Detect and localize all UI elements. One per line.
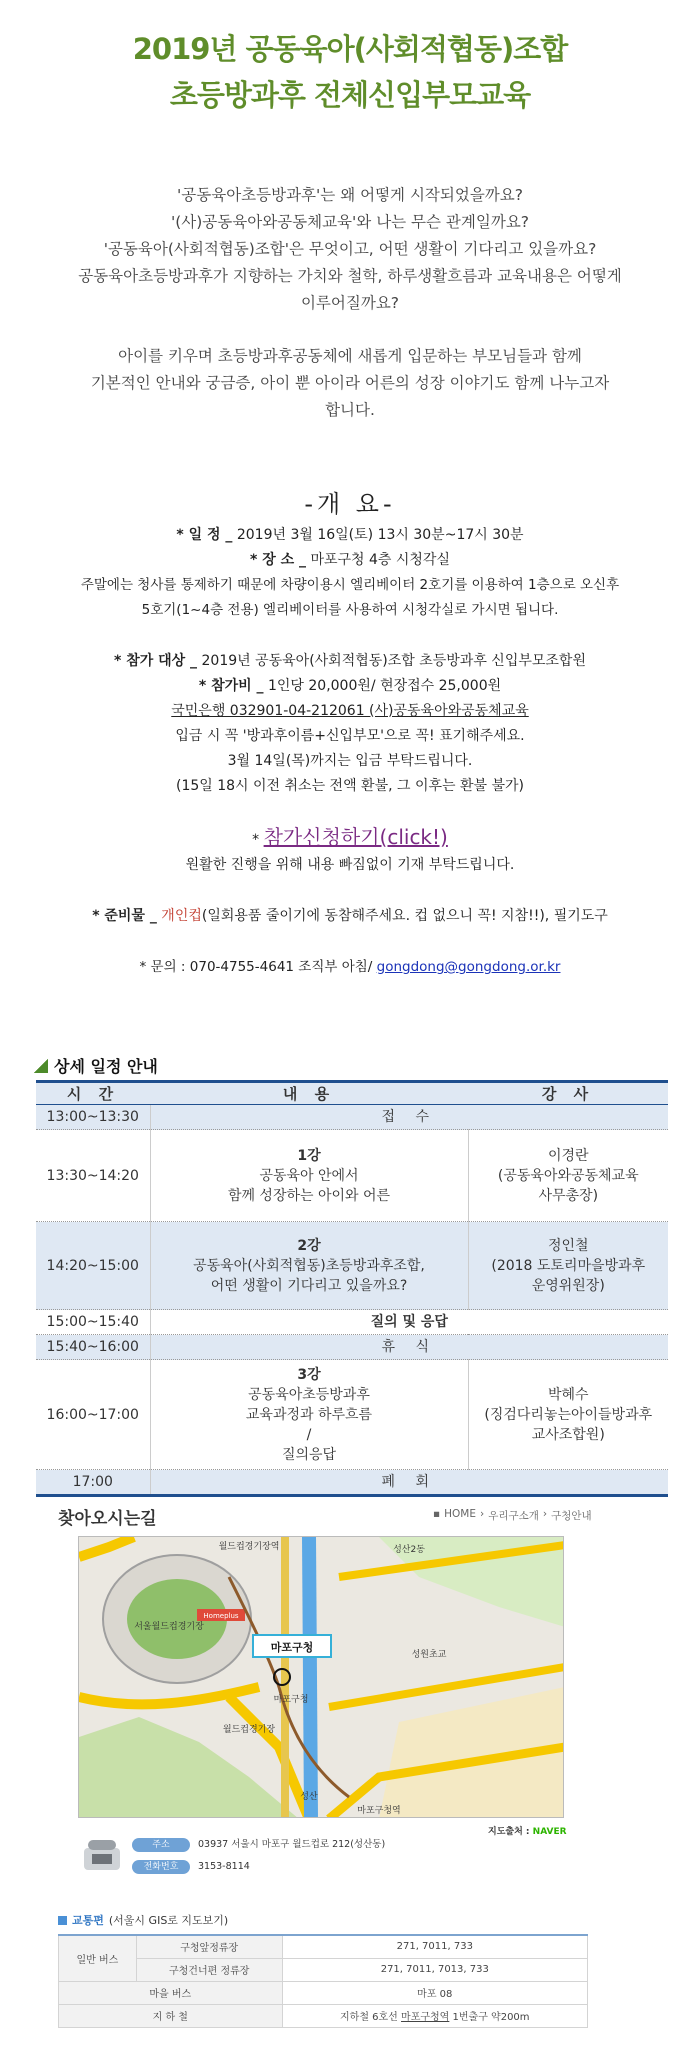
cell-time: 13:00~13:30: [36, 1105, 150, 1130]
address-box: [78, 1832, 458, 1884]
intro-line: '(사)공동육아와공동체교육'와 나는 무슨 관계일까요?: [170, 213, 530, 231]
cell-content: [150, 1130, 468, 1222]
chevron-right-icon: ›: [542, 1508, 548, 1520]
target-value: 2019년 공동육아(사회적협동)조합 초등방과후 신입부모조합원: [201, 653, 586, 669]
map-graphic: [79, 1537, 564, 1818]
table-header-row: [36, 1082, 668, 1105]
lecture-desc: 공동육아초등방과후 교육과정과 하루흐름 / 질의응답: [245, 1386, 373, 1463]
fee-label: * 참가비 _: [198, 678, 264, 694]
phone-value: 3153-8114: [198, 1861, 250, 1872]
map-label-school: 성원초교: [411, 1650, 447, 1660]
breadcrumb-item[interactable]: HOME: [444, 1508, 476, 1520]
refund-note: (15일 18시 이전 취소는 전액 환불, 그 이후는 환불 불가): [175, 778, 524, 794]
place-label: * 장 소 _: [250, 552, 306, 568]
table-row: [36, 1105, 668, 1130]
schedule-heading: [34, 1054, 158, 1077]
place-line: [0, 548, 700, 573]
table-row: [36, 1130, 668, 1222]
cell-content: 질의 및 응답: [150, 1310, 668, 1335]
prep-line: [0, 904, 700, 929]
cell-content: 휴 식: [150, 1335, 668, 1360]
schedule-table: [36, 1080, 668, 1497]
lecture-title: 2강: [297, 1237, 321, 1254]
target-line: [0, 649, 700, 674]
fee-line: [0, 674, 700, 699]
table-row: [59, 1981, 588, 2004]
transport-table: [58, 1934, 588, 2028]
table-row: [36, 1310, 668, 1335]
prep-cup: 개인컵: [161, 908, 202, 924]
cell-category: 일반 버스: [59, 1935, 137, 1981]
contact-line: [0, 955, 700, 980]
map-label-homeplus: Homeplus: [203, 1612, 239, 1620]
cell-stop: 구청앞정류장: [136, 1935, 282, 1958]
table-row: [36, 1360, 668, 1470]
location-title: 찾아오시는길: [58, 1509, 157, 1529]
map-label-station: 마포구청역: [357, 1806, 401, 1816]
cell-lines: 마포 08: [282, 1981, 587, 2004]
subway-station-link[interactable]: 마포구청역: [401, 2012, 450, 2023]
schedule-heading-text: 상세 일정 안내: [54, 1057, 158, 1076]
signup-link[interactable]: 참가신청하기(click!): [263, 825, 448, 849]
overview-heading: -개 요-: [304, 490, 396, 518]
cell-time: 16:00~17:00: [36, 1360, 150, 1470]
square-bullet-icon: [58, 1916, 67, 1925]
transport-heading-rest: (서울시 GIS로 지도보기): [108, 1914, 229, 1927]
triangle-icon: [34, 1059, 48, 1073]
cell-time: 14:20~15:00: [36, 1222, 150, 1310]
target-label: * 참가 대상 _: [114, 653, 198, 669]
place-value: 마포구청 4층 시청각실: [310, 552, 450, 568]
deadline-note: 3월 14일(목)까지는 입금 부탁드립니다.: [227, 753, 473, 769]
header: [0, 0, 700, 118]
col-header-speaker: 강 사: [468, 1082, 668, 1105]
signup-line: [0, 825, 700, 853]
transport-heading[interactable]: [58, 1912, 228, 1928]
prep-rest: (일회용품 줄이기에 동참해주세요. 컵 없으니 꼭! 지참!!), 필기도구: [201, 908, 608, 924]
cell-lines: 271, 7011, 7013, 733: [282, 1958, 587, 1981]
phone-label: 전화번호: [132, 1860, 190, 1874]
cell-content: [150, 1222, 468, 1310]
cell-category: 마을 버스: [59, 1981, 283, 2004]
deposit-note: 입금 시 꼭 '방과후이름+신입부모'으로 꼭! 표기해주세요.: [175, 728, 525, 744]
cell-content: 접 수: [150, 1105, 668, 1130]
location-map[interactable]: [78, 1536, 564, 1818]
contact-email-link[interactable]: gongdong@gongdong.or.kr: [376, 959, 561, 975]
table-row: [59, 1958, 588, 1981]
fee-value: 1인당 20,000원/ 현장접수 25,000원: [267, 678, 502, 694]
page-title-line2: 초등방과후 전체신입부모교육: [169, 78, 531, 112]
table-row: [59, 2004, 588, 2027]
breadcrumb-item[interactable]: 우리구소개: [488, 1510, 539, 1522]
cell-lines: 271, 7011, 733: [282, 1935, 587, 1958]
col-header-time: 시 간: [36, 1082, 150, 1105]
signup-note: 원활한 진행을 위해 내용 빠짐없이 기재 부탁드립니다.: [185, 857, 515, 873]
cell-content: 폐 회: [150, 1470, 668, 1496]
contact-prefix: * 문의 : 070-4755-4641 조직부 아침/: [139, 959, 373, 975]
date-line: [0, 523, 700, 548]
signup-prefix: *: [252, 832, 264, 848]
cell-speaker: 이경란 (공동육아와공동체교육 사무총장): [468, 1130, 668, 1222]
table-row: [36, 1470, 668, 1496]
cell-time: 17:00: [36, 1470, 150, 1496]
breadcrumb-item[interactable]: 구청안내: [551, 1510, 592, 1522]
cell-lines: [282, 2004, 587, 2027]
map-label-stadium: 서울월드컵경기장: [134, 1622, 204, 1632]
cell-time: 13:30~14:20: [36, 1130, 150, 1222]
overview: [0, 484, 700, 980]
breadcrumb-bullet-icon: ▪: [433, 1508, 441, 1520]
cell-category: 지 하 철: [59, 2004, 283, 2027]
intro-line: 이루어질까요?: [300, 294, 400, 312]
transport-heading-bold: 교통편: [72, 1914, 104, 1927]
map-label-dong: 성산2동: [393, 1545, 425, 1555]
table-row: [36, 1335, 668, 1360]
cell-time: 15:40~16:00: [36, 1335, 150, 1360]
address-value: 03937 서울시 마포구 월드컵로 212(성산동): [198, 1839, 386, 1850]
cell-stop: 구청건너편 정류장: [136, 1958, 282, 1981]
subway-prefix: 지하철 6호선: [340, 2012, 402, 2023]
intro: [0, 182, 700, 424]
map-label-cheonggu: 마포구청: [270, 1641, 314, 1654]
prep-label: * 준비물 _: [92, 908, 157, 924]
lecture-desc: 공동육아(사회적협동)초등방과후조합, 어떤 생활이 기다리고 있을까요?: [193, 1257, 425, 1294]
cell-time: 15:00~15:40: [36, 1310, 150, 1335]
intro-line: 공동육아초등방과후가 지향하는 가치와 철학, 하루생활흐름과 교육내용은 어떻게: [78, 267, 622, 285]
date-value: 2019년 3월 16일(토) 13시 30분~17시 30분: [236, 527, 524, 543]
cell-content: [150, 1360, 468, 1470]
map-label-seongsan: 성산: [300, 1792, 318, 1802]
chevron-right-icon: ›: [479, 1508, 485, 1520]
table-row: [59, 1935, 588, 1958]
subway-suffix: 1번출구 약200m: [449, 2012, 530, 2023]
map-credit-prefix: 지도출처 :: [488, 1827, 530, 1837]
page-title-line1: 2019년 공동육아(사회적협동)조합: [132, 32, 568, 66]
place-note: 5호기(1~4층 전용) 엘리베이터를 사용하여 시청각실로 가시면 됩니다.: [141, 602, 559, 618]
map-label-stadium-station: 월드컵경기장역: [218, 1542, 280, 1552]
intro-line: '공동육아(사회적협동)조합'은 무엇이고, 어떤 생활이 기다리고 있을까요?: [103, 240, 597, 258]
intro-line: '공동육아초등방과후'는 왜 어떻게 시작되었을까요?: [177, 186, 523, 204]
map-credit: [488, 1824, 567, 1837]
col-header-content: 내 용: [150, 1082, 468, 1105]
map-label-library: 마포구청: [273, 1695, 309, 1705]
intro-line: 기본적인 안내와 궁금증, 아이 뿐 아이라 어른의 성장 이야기도 함께 나누고자: [90, 374, 610, 392]
intro-line: 합니다.: [325, 401, 375, 419]
map-label-worldcup: 월드컵경기장: [222, 1725, 276, 1735]
cell-speaker: 정인철 (2018 도토리마을방과후 운영위원장): [468, 1222, 668, 1310]
cell-speaker: 박혜수 (징검다리놓는아이들방과후 교사조합원): [468, 1360, 668, 1470]
place-note: 주말에는 청사를 통제하기 때문에 차량이용시 엘리베이터 2호기를 이용하여 1층으로 오신후: [80, 577, 620, 593]
lecture-title: 3강: [297, 1366, 321, 1383]
lecture-desc: 공동육아 안에서 함께 성장하는 아이와 어른: [227, 1167, 391, 1204]
intro-line: 아이를 키우며 초등방과후공동체에 새롭게 입문하는 부모님들과 함께: [118, 347, 582, 365]
bank-account: 국민은행 032901-04-212061 (사)공동육아와공동체교육: [171, 703, 529, 719]
lecture-title: 1강: [297, 1147, 321, 1164]
date-label: * 일 정 _: [176, 527, 233, 543]
breadcrumb: [433, 1508, 592, 1523]
address-label: 주소: [132, 1838, 190, 1852]
telephone-icon: [78, 1834, 126, 1880]
table-row: [36, 1222, 668, 1310]
map-credit-brand: NAVER: [532, 1827, 567, 1837]
